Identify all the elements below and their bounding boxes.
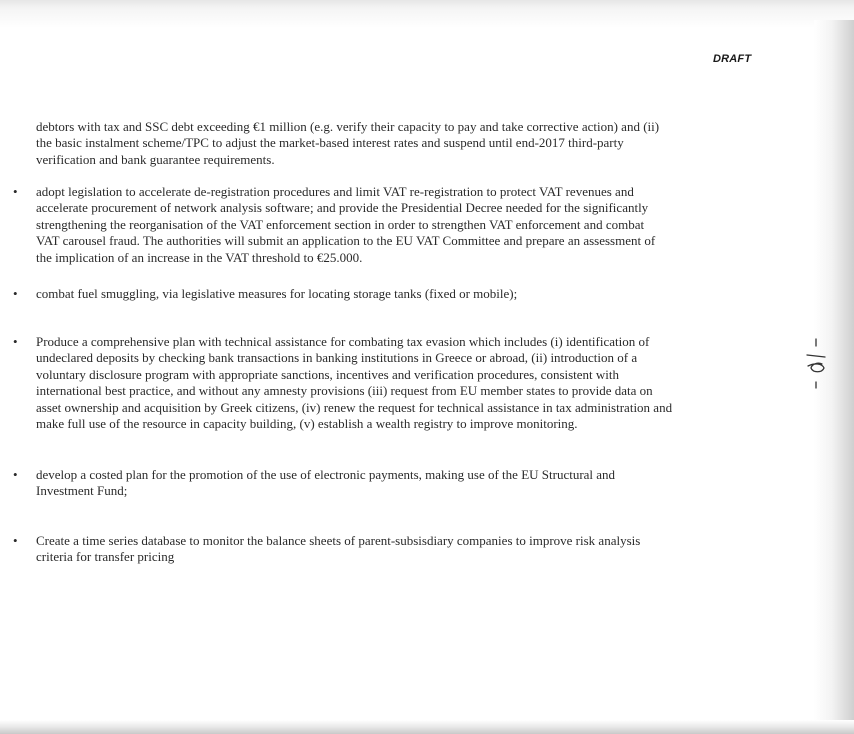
bullet-marker: • xyxy=(13,184,18,199)
bullet-item-electronic-payments xyxy=(36,467,748,500)
bullet-item-tax-evasion-plan xyxy=(36,334,748,432)
bullet-line: undeclared deposits by checking bank transactions in banking institutions in Greece or abroad, (ii) introduction of a xyxy=(36,350,638,366)
draft-label: DRAFT xyxy=(713,53,752,65)
paragraph-line: the basic instalment scheme/TPC to adjust the market-based interest rates and suspend until end-2017 third-party xyxy=(36,135,624,151)
handwritten-page-number xyxy=(800,335,830,395)
bullet-line: criteria for transfer pricing xyxy=(36,549,175,565)
bullet-line: adopt legislation to accelerate de-registration procedures and limit VAT re-registration to protect VAT revenues and xyxy=(36,184,634,199)
bullet-item-time-series-database xyxy=(36,533,748,566)
bullet-item-vat-registration xyxy=(36,184,748,266)
bullet-marker: • xyxy=(13,533,18,548)
bullet-line: international best practice, and without any amnesty provisions (iii) request from EU member states to provide data on xyxy=(36,383,653,399)
bullet-line: make full use of the resource in capacity building, (v) establish a wealth registry to improve monitoring. xyxy=(36,416,578,432)
bullet-line: combat fuel smuggling, via legislative measures for locating storage tanks (fixed or mobile); xyxy=(36,286,518,301)
bullet-item-fuel-smuggling xyxy=(36,286,748,302)
bullet-line: Produce a comprehensive plan with technical assistance for combating tax evasion which includes (i) identification of xyxy=(36,334,650,349)
paragraph-line: verification and bank guarantee requirements. xyxy=(36,151,275,167)
scan-bottom-edge xyxy=(0,720,854,734)
continuation-paragraph xyxy=(36,119,748,168)
bullet-line: develop a costed plan for the promotion of the use of electronic payments, making use of the EU Structural and xyxy=(36,467,616,482)
scan-top-edge xyxy=(0,0,854,30)
bullet-marker: • xyxy=(13,286,18,301)
bullet-line: strengthening the reorganisation of the VAT enforcement section in order to strengthen VAT enforcement and combat xyxy=(36,216,645,232)
bullet-line: voluntary disclosure program with appropriate sanctions, incentives and verification procedures, consistent with xyxy=(36,366,620,382)
paragraph-line: debtors with tax and SSC debt exceeding €1 million (e.g. verify their capacity to pay and take corrective action) and (ii) xyxy=(36,119,660,134)
bullet-line: Create a time series database to monitor the balance sheets of parent-subsisdiary companies to improve risk analysis xyxy=(36,533,641,548)
bullet-marker: • xyxy=(13,467,18,482)
bullet-line: Investment Fund; xyxy=(36,483,128,499)
bullet-line: accelerate procurement of network analysis software; and provide the Presidential Decree needed for the significantly xyxy=(36,200,649,216)
bullet-line: asset ownership and acquisition by Greek citizens, (iv) renew the request for technical assistance in tax administration and xyxy=(36,399,673,415)
bullet-line: VAT carousel fraud. The authorities will submit an application to the EU VAT Committee and prepare an assessment of xyxy=(36,233,656,249)
bullet-line: the implication of an increase in the VAT threshold to €25.000. xyxy=(36,249,363,265)
bullet-marker: • xyxy=(13,334,18,349)
